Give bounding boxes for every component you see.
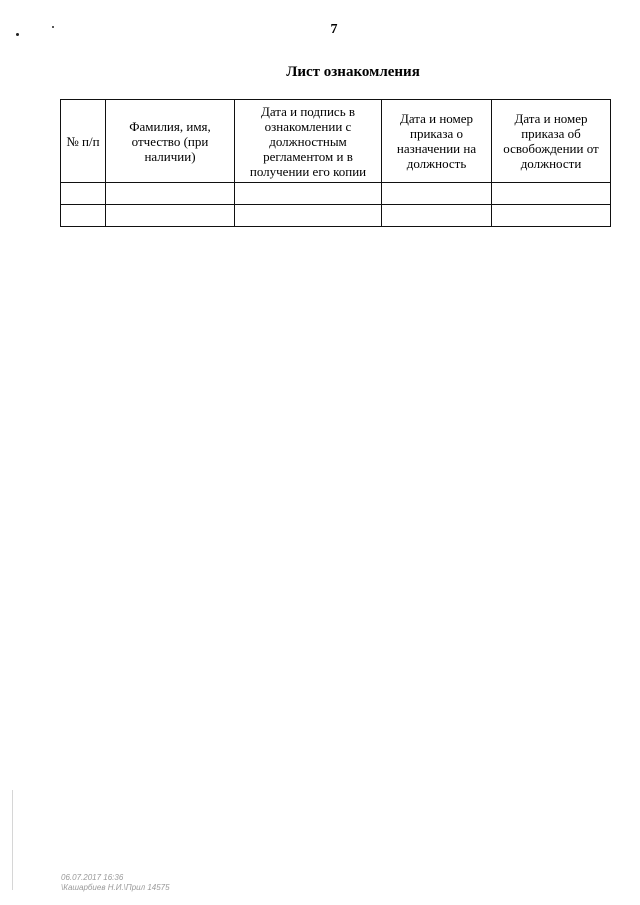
col-header-dismissal-order: Дата и номер приказа об освобождении от должности <box>492 100 611 183</box>
scan-speck <box>52 26 54 28</box>
table-cell <box>61 205 106 227</box>
col-header-number: № п/п <box>61 100 106 183</box>
col-header-full-name: Фамилия, имя, отчество (при наличии) <box>106 100 235 183</box>
table-cell <box>235 183 382 205</box>
table-cell <box>61 183 106 205</box>
scan-edge-line <box>12 790 13 890</box>
table-cell <box>382 205 492 227</box>
table-cell <box>106 183 235 205</box>
table-cell <box>382 183 492 205</box>
table-row <box>61 183 611 205</box>
scan-speck <box>16 33 19 36</box>
table-cell <box>235 205 382 227</box>
table-cell <box>106 205 235 227</box>
footer-stamp <box>61 873 170 893</box>
table-row <box>61 205 611 227</box>
acknowledgement-table <box>60 99 611 227</box>
document-title: Лист ознакомления <box>286 64 420 80</box>
table-cell <box>492 183 611 205</box>
table-cell <box>492 205 611 227</box>
col-header-signature-date: Дата и подпись в ознакомлении с должностным регламентом и в получении его копии <box>235 100 382 183</box>
footer-timestamp: 06.07.2017 16:36 <box>61 873 124 882</box>
col-header-appointment-order: Дата и номер приказа о назначении на должность <box>382 100 492 183</box>
footer-file-path: \Кашарбиев Н.И.\Прил 14575 <box>61 883 170 892</box>
table-header-row <box>61 100 611 183</box>
page-number: 7 <box>330 22 338 37</box>
